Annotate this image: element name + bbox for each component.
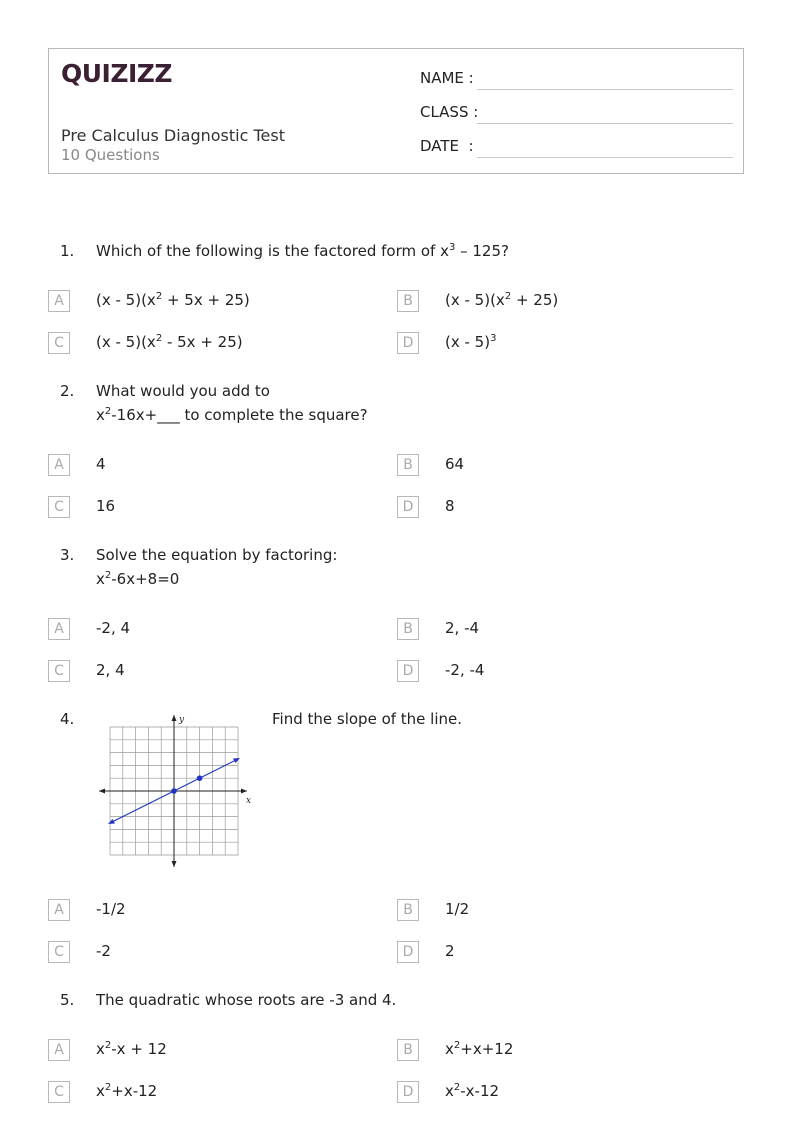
x-axis-arrow (99, 789, 105, 794)
option-letter-box[interactable]: A (48, 899, 70, 921)
option-letter-box[interactable]: A (48, 454, 70, 476)
option-letter-box[interactable]: B (397, 454, 419, 476)
option-letter-box[interactable]: C (48, 660, 70, 682)
option-text: $x^2-x + 12$ (96, 1040, 167, 1058)
option-text: $(x - 5)(x^2 + 5x + 25)$ (96, 291, 250, 309)
option-letter-box[interactable]: B (397, 1039, 419, 1061)
option-text: 16 (96, 497, 116, 515)
graph-point (197, 775, 203, 781)
option-letter-box[interactable]: B (397, 290, 419, 312)
question-text: What would you add to $x^2-16x+\_\_\_$ to complete the square? (96, 382, 368, 424)
coordinate-graph (95, 710, 260, 872)
graph-point (171, 788, 177, 794)
question-count: 10 Questions (61, 146, 160, 164)
option-letter-box[interactable]: A (48, 290, 70, 312)
option-text: 64 (445, 455, 465, 473)
option-letter-box[interactable]: B (397, 899, 419, 921)
option-letter-box[interactable]: A (48, 1039, 70, 1061)
option-text: 2 (445, 942, 455, 960)
option-text: $x^2-x-12$ (445, 1082, 500, 1100)
option-text: 1/2 (445, 900, 470, 918)
date-label: DATE : (420, 137, 474, 155)
option-text: 4 (96, 455, 106, 473)
question-number: 3. (60, 546, 75, 564)
y-axis-label: y (179, 715, 185, 725)
option-letter-box[interactable]: D (397, 1081, 419, 1103)
x-axis-arrow (241, 789, 247, 794)
name-label: NAME : (420, 69, 474, 87)
option-letter-box[interactable]: C (48, 332, 70, 354)
x-axis-label: x (246, 796, 252, 806)
question-number: 5. (60, 991, 75, 1009)
option-letter-box[interactable]: D (397, 941, 419, 963)
option-letter-box[interactable]: D (397, 660, 419, 682)
name-line (477, 89, 733, 90)
date-line (477, 157, 733, 158)
class-label: CLASS : (420, 103, 479, 121)
y-axis-arrow (172, 861, 177, 867)
worksheet-header (48, 48, 744, 174)
question-text: The quadratic whose roots are -3 and 4. (96, 991, 397, 1009)
question-number: 1. (60, 242, 75, 260)
option-text: $(x - 5)(x^2 - 5x + 25)$ (96, 333, 243, 351)
y-axis-arrow (172, 715, 177, 721)
class-line (477, 123, 733, 124)
option-text: $(x - 5)(x^2 + 25)$ (445, 291, 559, 309)
option-text: -2 (96, 942, 111, 960)
option-text: 2, 4 (96, 661, 125, 679)
quizizz-logo: QUIZIZZ (61, 59, 173, 88)
option-text: -1/2 (96, 900, 126, 918)
option-text: 8 (445, 497, 455, 515)
question-text: Which of the following is the factored form of $x^3 - 125$? (96, 242, 509, 260)
option-letter-box[interactable]: A (48, 618, 70, 640)
option-letter-box[interactable]: C (48, 1081, 70, 1103)
option-letter-box[interactable]: C (48, 496, 70, 518)
option-text: 2, -4 (445, 619, 480, 637)
option-text: $x^2+x+12$ (445, 1040, 514, 1058)
option-text: -2, 4 (96, 619, 131, 637)
test-title: Pre Calculus Diagnostic Test (61, 126, 285, 145)
option-letter-box[interactable]: B (397, 618, 419, 640)
option-text: $x^2+x-12$ (96, 1082, 158, 1100)
option-letter-box[interactable]: C (48, 941, 70, 963)
question-number: 4. (60, 710, 75, 728)
option-text: -2, -4 (445, 661, 485, 679)
question-number: 2. (60, 382, 75, 400)
option-text: (x - 5)$^3$ (445, 333, 497, 351)
question-text: Find the slope of the line. (272, 710, 463, 728)
option-letter-box[interactable]: D (397, 496, 419, 518)
option-letter-box[interactable]: D (397, 332, 419, 354)
question-text: Solve the equation by factoring: $x^2-6x+8=0$ (96, 546, 338, 588)
